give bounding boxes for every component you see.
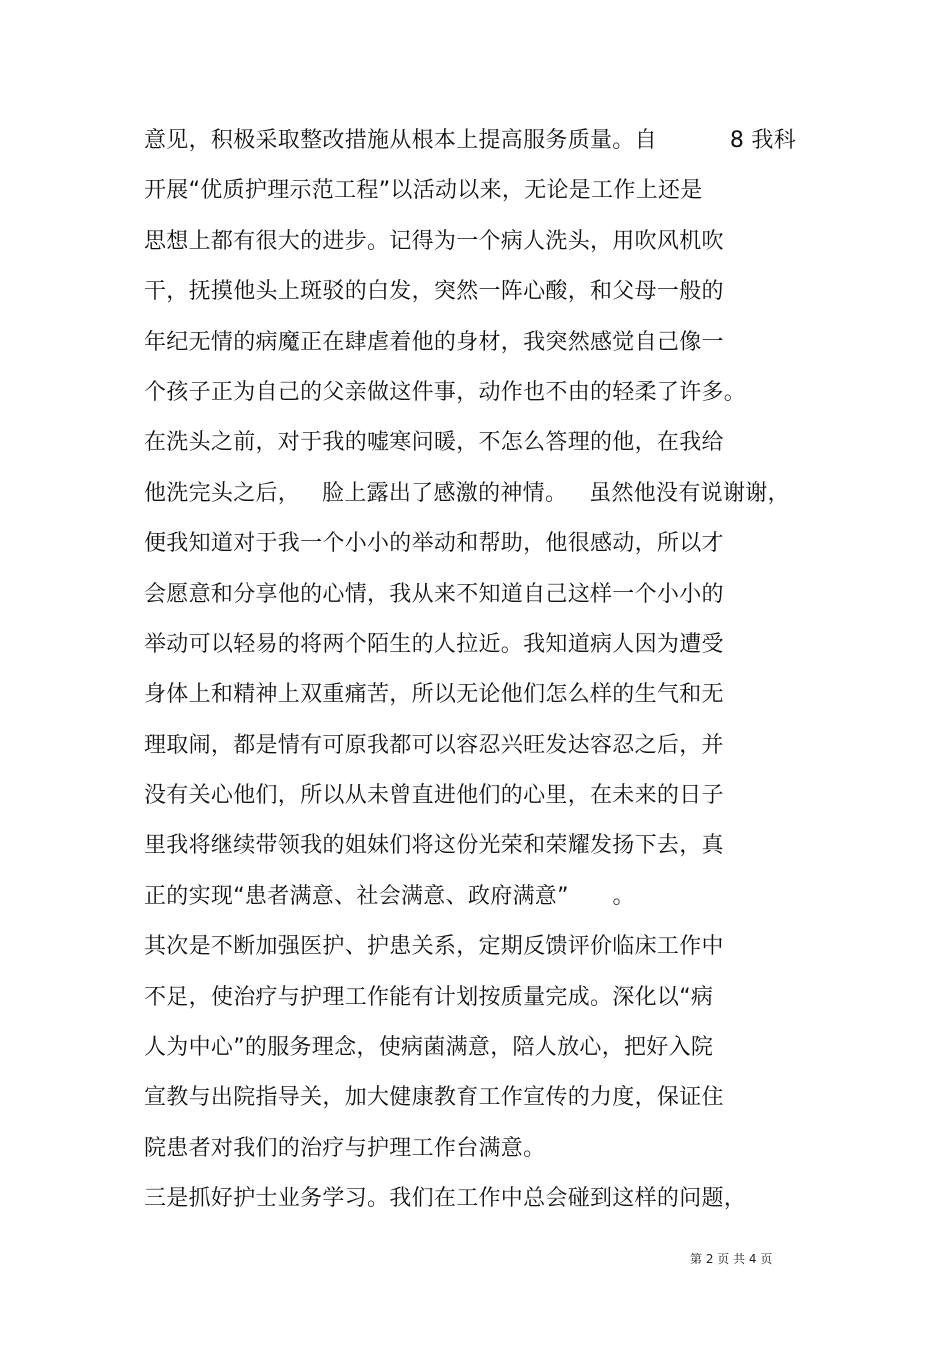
text-line: 干，抚摸他头上斑驳的白发，突然一阵心酸，和父母一般的 <box>144 279 724 305</box>
text-line: 会愿意和分享他的心情，我从来不知道自己这样一个小小的 <box>144 581 724 607</box>
text-line: 宣教与出院指导关，加大健康教育工作宣传的力度，保证住 <box>144 1085 724 1111</box>
text-line: 里我将继续带领我的姐妹们将这份光荣和荣耀发扬下去，真 <box>144 833 724 859</box>
text-line: 正的实现“患者满意、社会满意、政府满意” 。 <box>144 883 635 909</box>
text-line: 身体上和精神上双重痛苦，所以无论他们怎么样的生气和无 <box>144 682 724 708</box>
text-line: 其次是不断加强医护、护患关系，定期反馈评价临床工作中 <box>144 934 724 960</box>
text-line: 三是抓好护士业务学习。我们在工作中总会碰到这样的问题， <box>144 1186 747 1212</box>
text-line: 意见，积极采取整改措施从根本上提高服务质量。自 8 我科 <box>144 128 797 153</box>
text-line: 没有关心他们，所以从未曾直进他们的心里，在未来的日子 <box>144 783 724 809</box>
page-number-footer: 第 2 页 共 4 页 <box>690 1252 773 1266</box>
text-line: 他洗完头之后， 脸上露出了感激的神情。 虽然他没有说谢谢， <box>144 480 790 506</box>
text-line: 个孩子正为自己的父亲做这件事，动作也不由的轻柔了许多。 <box>144 379 747 405</box>
text-line: 人为中心”的服务理念，使病菌满意，陪人放心，把好入院 <box>144 1035 714 1061</box>
body-text <box>144 116 824 1225</box>
text-line: 理取闹，都是情有可原我都可以容忍兴旺发达容忍之后，并 <box>144 732 724 758</box>
text-line: 在洗头之前，对于我的嘘寒问暖，不怎么答理的他，在我给 <box>144 430 724 456</box>
text-line: 思想上都有很大的进步。记得为一个病人洗头，用吹风机吹 <box>144 228 724 254</box>
text-line: 不足，使治疗与护理工作能有计划按质量完成。深化以“病 <box>144 984 714 1010</box>
text-line: 举动可以轻易的将两个陌生的人拉近。我知道病人因为遭受 <box>144 631 724 657</box>
text-line: 便我知道对于我一个小小的举动和帮助，他很感动，所以才 <box>144 531 724 557</box>
text-line: 开展“优质护理示范工程”以活动以来，无论是工作上还是 <box>144 178 703 204</box>
text-line: 年纪无情的病魔正在肆虐着他的身材，我突然感觉自己像一 <box>144 329 724 355</box>
text-line: 院患者对我们的治疗与护理工作台满意。 <box>144 1135 546 1161</box>
